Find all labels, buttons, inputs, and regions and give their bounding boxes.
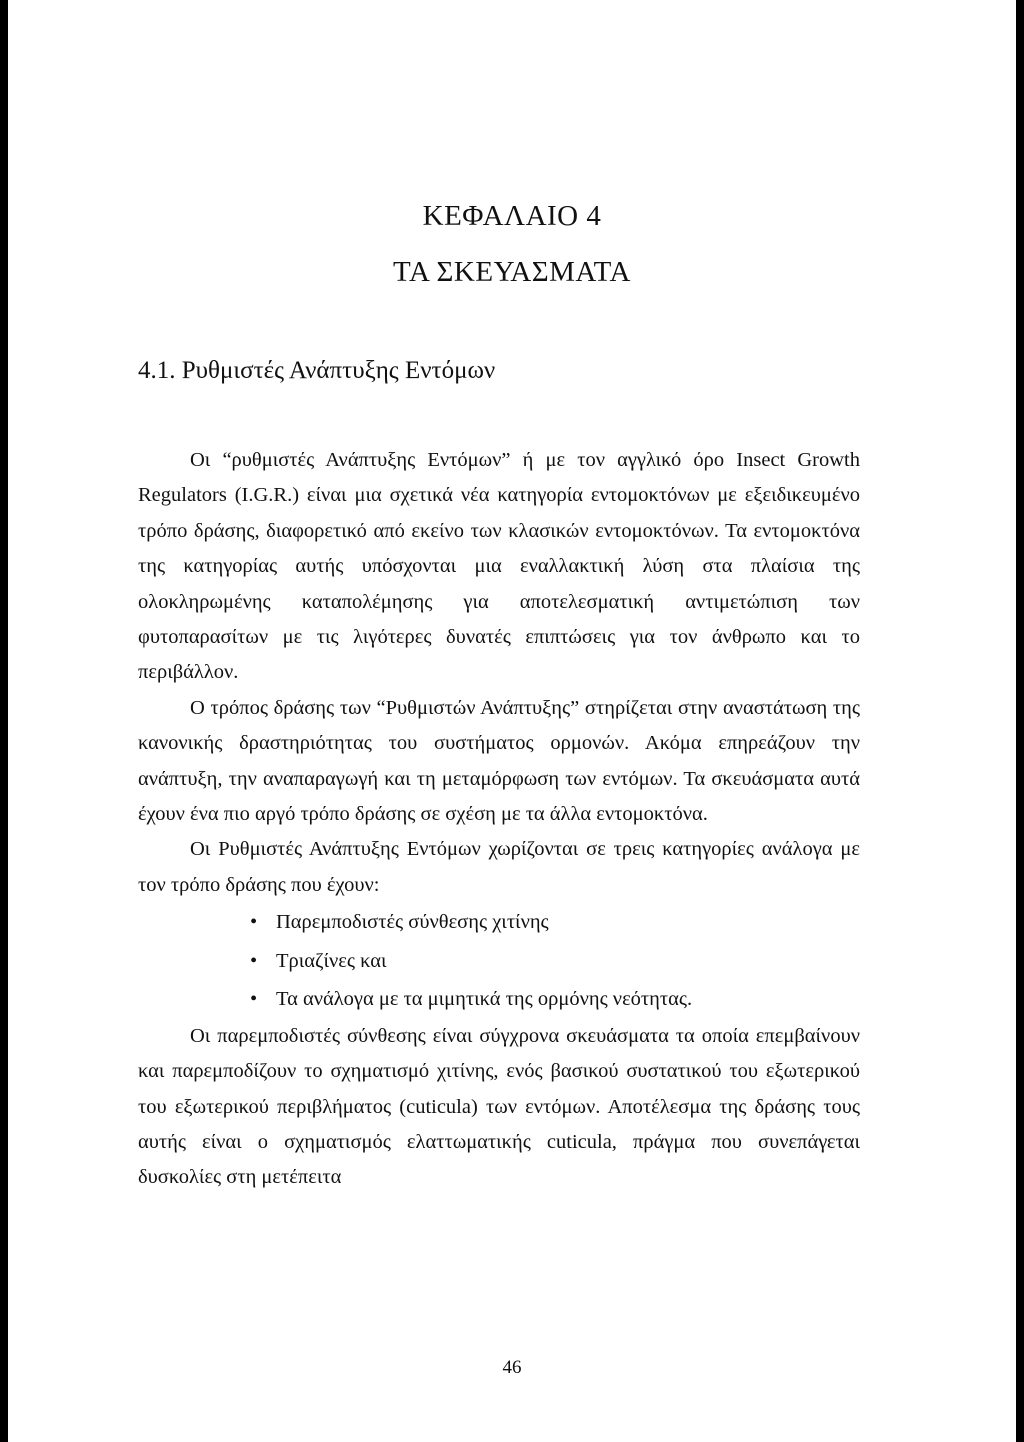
paragraph-categories: Οι Ρυθμιστές Ανάπτυξης Εντόμων χωρίζονται σε τρεις κατηγορίες ανάλογα με τον τρόπο δράσης που έχουν: bbox=[138, 838, 860, 896]
paragraph-intro: Οι “ρυθμιστές Ανάπτυξης Εντόμων” ή με τον αγγλικό όρο Insect Growth Regulators (I.G.R.) είναι μια σχετικά νέα κατηγορία εντομοκτόνων με εξειδικευμένο τρόπο δράσης, διαφορετικό από εκείνο των κλασικών εντομοκτόνων. Τα εντομοκτόνα της κατηγορίας αυτής υπόσχονται μια εναλλακτική λύση στα πλαίσια της ολοκληρωμένης καταπολέμησης για αποτελεσματική αντιμετώπιση των φυτοπαρασίτων με τις λιγότερες δυνατές επιπτώσεις για τον άνθρωπο και το περιβάλλον. bbox=[138, 449, 860, 684]
list-item-text: Τα ανάλογα με τα μιμητικά της ορμόνης νεότητας. bbox=[276, 988, 693, 1011]
document-page bbox=[8, 0, 1016, 1442]
chapter-title: ΤΑ ΣΚΕΥΑΣΜΑΤΑ bbox=[393, 256, 631, 288]
bullet-icon: • bbox=[250, 988, 258, 1011]
bullet-icon: • bbox=[250, 949, 258, 972]
paragraph-chitin-inhibitors: Οι παρεμποδιστές σύνθεσης είναι σύγχρονα σκευάσματα τα οποία επεμβαίνουν και παρεμποδίζουν το σχηματισμό χιτίνης, ενός βασικού συστατικού του εξωτερικού του εξωτερικού περιβλήματος (cuticula) των εντόμων. Αποτέλεσμα της δράσης τους αυτής είναι ο σχηματισμός ελαττωματικής cuticula, πράγμα που συνεπάγεται δυσκολίες στη μετέπειτα bbox=[138, 1024, 860, 1189]
list-item-text: Παρεμποδιστές σύνθεσης χιτίνης bbox=[276, 911, 549, 934]
body-text bbox=[138, 443, 860, 1196]
paragraph-mode-of-action: Ο τρόπος δράσης των “Ρυθμιστών Ανάπτυξης” στηρίζεται στην αναστάτωση της κανονικής δραστηριότητας του συστήματος ορμονών. Ακόμα επηρεάζουν την ανάπτυξη, την αναπαραγωγή και τη μεταμόρφωση των εντόμων. Τα σκευάσματα αυτά έχουν ένα πιο αργό τρόπο δράσης σε σχέση με τα άλλα εντομοκτόνα. bbox=[138, 696, 860, 826]
category-list bbox=[138, 903, 860, 1019]
list-item bbox=[250, 980, 860, 1019]
list-item bbox=[250, 903, 860, 942]
list-item bbox=[250, 942, 860, 981]
section-heading: 4.1. Ρυθμιστές Ανάπτυξης Εντόμων bbox=[138, 357, 496, 384]
bullet-icon: • bbox=[250, 911, 258, 934]
page-number: 46 bbox=[502, 1357, 522, 1378]
list-item-text: Τριαζίνες και bbox=[276, 949, 387, 972]
chapter-number: ΚΕΦΑΛΑΙΟ 4 bbox=[422, 200, 602, 232]
